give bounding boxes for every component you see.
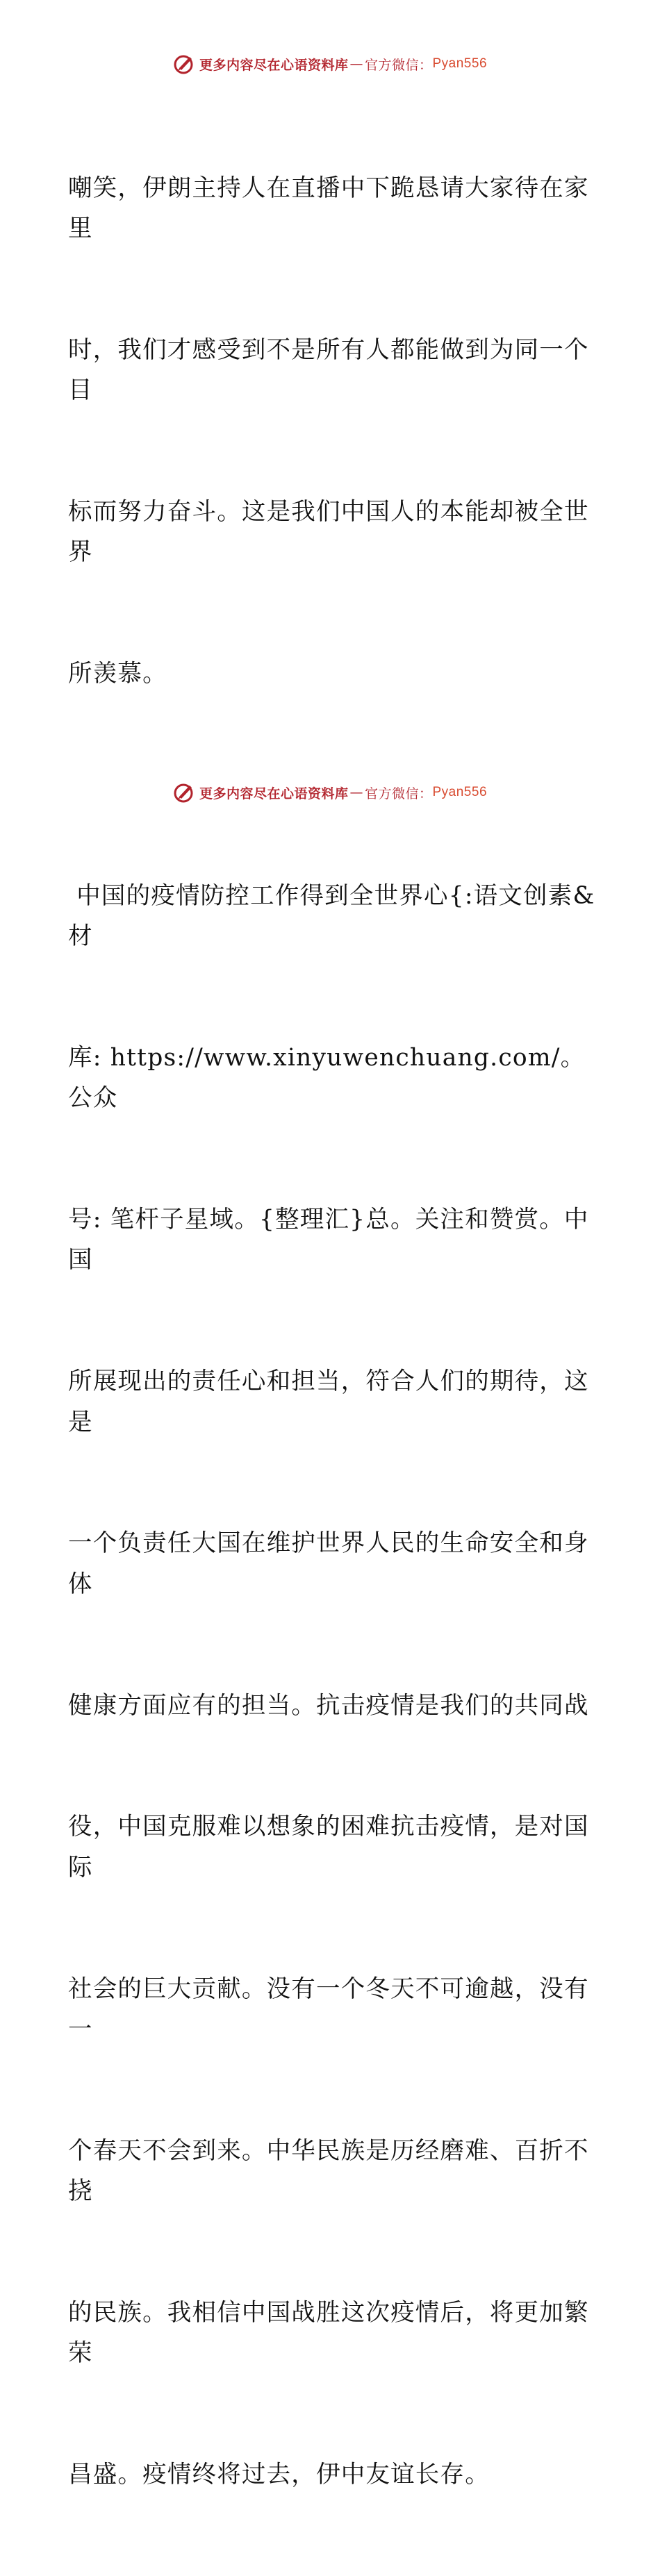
banner-wechat-id: Pyan556 xyxy=(432,785,488,799)
quill-logo-icon xyxy=(173,53,195,75)
text-line: 时，我们才感受到不是所有人都能做到为同一个目 xyxy=(68,335,589,405)
text-line: 嘲笑，伊朗主持人在直播中下跪恳请大家待在家里 xyxy=(68,174,589,242)
banner-wechat-label: 官方微信： xyxy=(364,57,433,73)
banner-wechat-label: 官方微信： xyxy=(364,786,433,801)
footer-banner xyxy=(0,779,660,806)
paragraph-1 xyxy=(68,87,596,775)
text-line: 所展现出的责任心和担当，符合人们的期待，这是 xyxy=(68,1368,589,1436)
text-line: 号: 笔杆子星域。{整理汇}总。关注和赞赏。中国 xyxy=(68,1206,589,1274)
banner-text: 更多内容尽在心语资料库 xyxy=(199,57,349,73)
banner-text: 更多内容尽在心语资料库 xyxy=(199,786,349,801)
paragraph-2 xyxy=(68,795,596,2576)
text-line: 个春天不会到来。中华民族是历经磨难、百折不挠 xyxy=(68,2136,589,2206)
text-line: 健康方面应有的担当。抗击疫情是我们的共同战 xyxy=(68,1691,589,1720)
text-line: 所羡慕。 xyxy=(68,660,167,688)
text-line: 中国的疫情防控工作得到全世界心{:语文创素&材 xyxy=(68,881,595,950)
banner-separator: — xyxy=(349,56,363,72)
text-line: 标而努力奋斗。这是我们中国人的本能却被全世界 xyxy=(68,497,589,567)
text-line: 的民族。我相信中国战胜这次疫情后，将更加繁荣 xyxy=(68,2299,589,2368)
header-banner xyxy=(0,50,660,78)
text-line: 库: https://www.xinyuwenchuang.com/。公众 xyxy=(68,1043,586,1113)
text-line: 昌盛。疫情终将过去，伊中友谊长存。 xyxy=(68,2461,490,2489)
quill-logo-icon xyxy=(173,781,195,804)
text-line: 役，中国克服难以想象的困难抗击疫情，是对国际 xyxy=(68,1813,589,1881)
document-body xyxy=(68,87,596,2576)
banner-wechat-id: Pyan556 xyxy=(432,56,488,71)
banner-separator: — xyxy=(349,785,363,800)
text-line: 一个负责任大国在维护世界人民的生命安全和身体 xyxy=(68,1529,589,1598)
text-line: 社会的巨大贡献。没有一个冬天不可逾越，没有一 xyxy=(68,1975,589,2043)
